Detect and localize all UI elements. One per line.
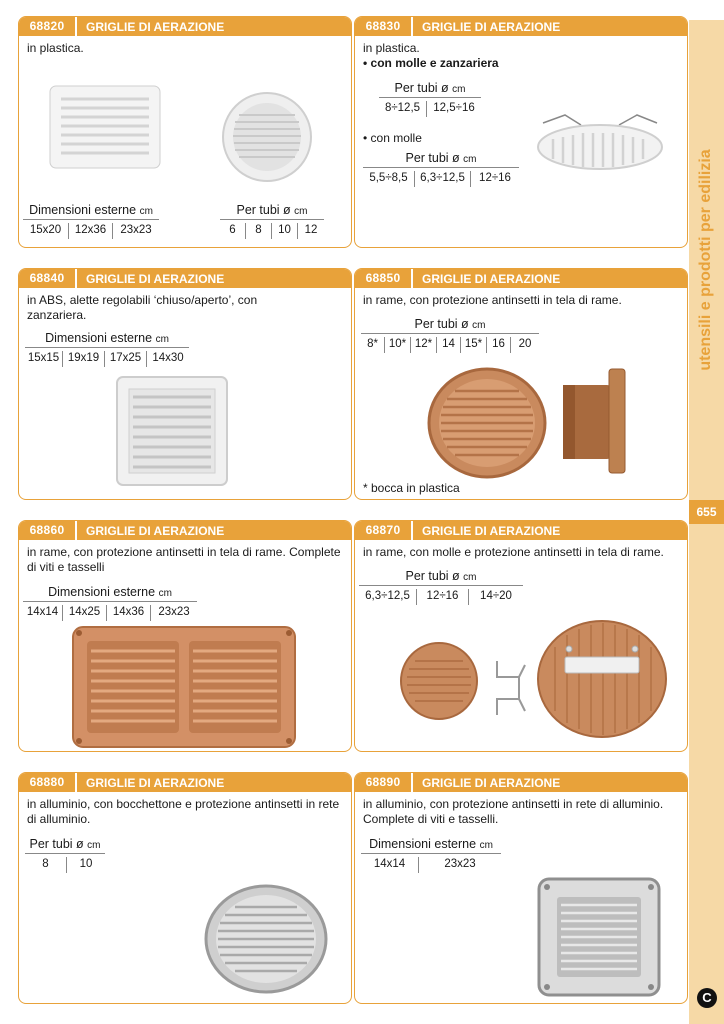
product-code: 68820 <box>19 17 77 36</box>
table-cell: 8 <box>246 223 272 239</box>
product-description: in rame, con protezione antinsetti in tela di rame. Complete di viti e tasselli <box>27 545 341 574</box>
product-code: 68880 <box>19 773 77 792</box>
grille-side-view-image <box>559 365 635 477</box>
table-cell: 14x36 <box>107 605 151 621</box>
product-description <box>363 41 681 70</box>
table-caption: Per tubi ø cm <box>236 203 308 217</box>
round-copper-grille-image <box>425 365 549 481</box>
product-title: GRIGLIE DI AERAZIONE <box>422 19 561 34</box>
bullet-with-springs-and-net: • con molle e zanzariera <box>363 55 499 70</box>
product-card-68820 <box>18 16 352 248</box>
bullet-with-springs: • con molle <box>363 131 422 145</box>
table-cell: 8* <box>361 337 385 353</box>
footnote: * bocca in plastica <box>363 481 460 495</box>
table-cell: 15x15 <box>25 351 63 367</box>
description-text: in plastica. <box>363 41 420 55</box>
product-title: GRIGLIE DI AERAZIONE <box>86 19 225 34</box>
product-description: in plastica. <box>27 41 84 55</box>
pipe-diameter-table <box>361 317 539 353</box>
product-title: GRIGLIE DI AERAZIONE <box>86 271 225 286</box>
table-caption: Per tubi ø cm <box>394 81 466 95</box>
pipe-diameter-table <box>25 837 105 873</box>
round-grille-with-springs-image <box>533 113 667 177</box>
card-header <box>19 17 351 36</box>
pipe-diameter-table <box>220 203 324 239</box>
table-cell: 14x14 <box>361 857 419 873</box>
table-cell: 8 <box>25 857 67 873</box>
card-header <box>19 773 351 792</box>
product-title: GRIGLIE DI AERAZIONE <box>422 271 561 286</box>
table-cell: 15x20 <box>23 223 69 239</box>
table-cell: 15* <box>461 337 487 353</box>
product-title: GRIGLIE DI AERAZIONE <box>86 523 225 538</box>
table-cell: 14x14 <box>23 605 63 621</box>
dimensions-table <box>361 837 501 873</box>
product-code: 68840 <box>19 269 77 288</box>
product-description: in alluminio, con bocchettone e protezione antinsetti in rete di alluminio. <box>27 797 340 826</box>
product-code: 68890 <box>355 773 413 792</box>
product-title: GRIGLIE DI AERAZIONE <box>422 523 561 538</box>
product-card-68840 <box>18 268 352 500</box>
table-cell: 10 <box>79 858 93 870</box>
table-caption: Dimensioni esterne cm <box>29 203 153 217</box>
table-cell: 12÷16 <box>479 172 511 184</box>
table-cell: 16 <box>487 337 511 353</box>
table-cell: 6 <box>220 223 246 239</box>
table-cell: 14x25 <box>63 605 107 621</box>
table-cell: 19x19 <box>63 351 105 367</box>
card-header <box>19 269 351 288</box>
table-cell: 12,5÷16 <box>433 102 475 114</box>
dimensions-table <box>25 331 189 367</box>
product-code: 68850 <box>355 269 413 288</box>
card-header <box>355 269 687 288</box>
rectangular-copper-grille-image <box>71 625 297 749</box>
product-card-68890 <box>354 772 688 1004</box>
table-cell: 12* <box>411 337 437 353</box>
dimensions-table <box>23 203 159 239</box>
table-caption: Per tubi ø cm <box>405 151 477 165</box>
table-cell: 20 <box>518 338 532 350</box>
page-number: 655 <box>689 500 724 524</box>
card-header <box>355 773 687 792</box>
table-cell: 23x23 <box>158 606 190 618</box>
table-cell: 6,3÷12,5 <box>415 171 471 187</box>
card-header <box>355 521 687 540</box>
small-round-copper-grille-image <box>399 641 479 721</box>
rectangular-white-grille-image <box>49 85 161 169</box>
publisher-logo-icon: C <box>697 988 717 1008</box>
product-title: GRIGLIE DI AERAZIONE <box>422 775 561 790</box>
product-card-68860 <box>18 520 352 752</box>
product-card-68870 <box>354 520 688 752</box>
table-caption: Dimensioni esterne cm <box>369 837 493 851</box>
pipe-diameter-table <box>379 81 481 117</box>
spring-clip-image <box>489 657 529 719</box>
table-cell: 17x25 <box>105 351 147 367</box>
product-title: GRIGLIE DI AERAZIONE <box>86 775 225 790</box>
table-cell: 14x30 <box>152 352 184 364</box>
product-code: 68860 <box>19 521 77 540</box>
table-cell: 12x36 <box>69 223 113 239</box>
card-header <box>355 17 687 36</box>
section-title: utensili e prodotti per edilizia <box>697 149 714 371</box>
round-white-grille-image <box>221 91 313 183</box>
table-cell: 12÷16 <box>417 589 469 605</box>
table-caption: Per tubi ø cm <box>405 569 477 583</box>
card-header <box>19 521 351 540</box>
table-cell: 5,5÷8,5 <box>363 171 415 187</box>
table-cell: 23x23 <box>444 858 476 870</box>
pipe-diameter-table <box>359 569 523 605</box>
round-aluminium-grille-image <box>203 883 329 995</box>
square-aluminium-grille-image <box>537 877 661 997</box>
table-caption: Per tubi ø cm <box>414 317 486 331</box>
table-caption: Dimensioni esterne cm <box>45 331 169 345</box>
product-description: in rame, con molle e protezione antinsetti in tela di rame. <box>363 545 664 559</box>
table-cell: 10* <box>385 337 411 353</box>
product-card-68830 <box>354 16 688 248</box>
product-card-68880 <box>18 772 352 1004</box>
table-cell: 14÷20 <box>480 590 512 602</box>
pipe-diameter-table <box>363 151 519 187</box>
table-caption: Dimensioni esterne cm <box>48 585 172 599</box>
large-round-copper-grille-back-image <box>535 619 669 739</box>
table-cell: 14 <box>437 337 461 353</box>
product-description: in alluminio, con protezione antinsetti in rete di alluminio. Complete di viti e tasselli. <box>363 797 664 826</box>
product-description: in rame, con protezione antinsetti in tela di rame. <box>363 293 622 307</box>
product-code: 68870 <box>355 521 413 540</box>
dimensions-table <box>23 585 197 621</box>
table-cell: 10 <box>272 223 298 239</box>
table-cell: 12 <box>304 224 318 236</box>
table-cell: 6,3÷12,5 <box>359 589 417 605</box>
product-code: 68830 <box>355 17 413 36</box>
product-card-68850 <box>354 268 688 500</box>
table-cell: 8÷12,5 <box>379 101 427 117</box>
table-caption: Per tubi ø cm <box>29 837 101 851</box>
product-description: in ABS, alette regolabili ‘chiuso/aperto’, con zanzariera. <box>27 293 258 322</box>
adjustable-square-grille-image <box>115 375 229 487</box>
table-cell: 23x23 <box>120 224 152 236</box>
